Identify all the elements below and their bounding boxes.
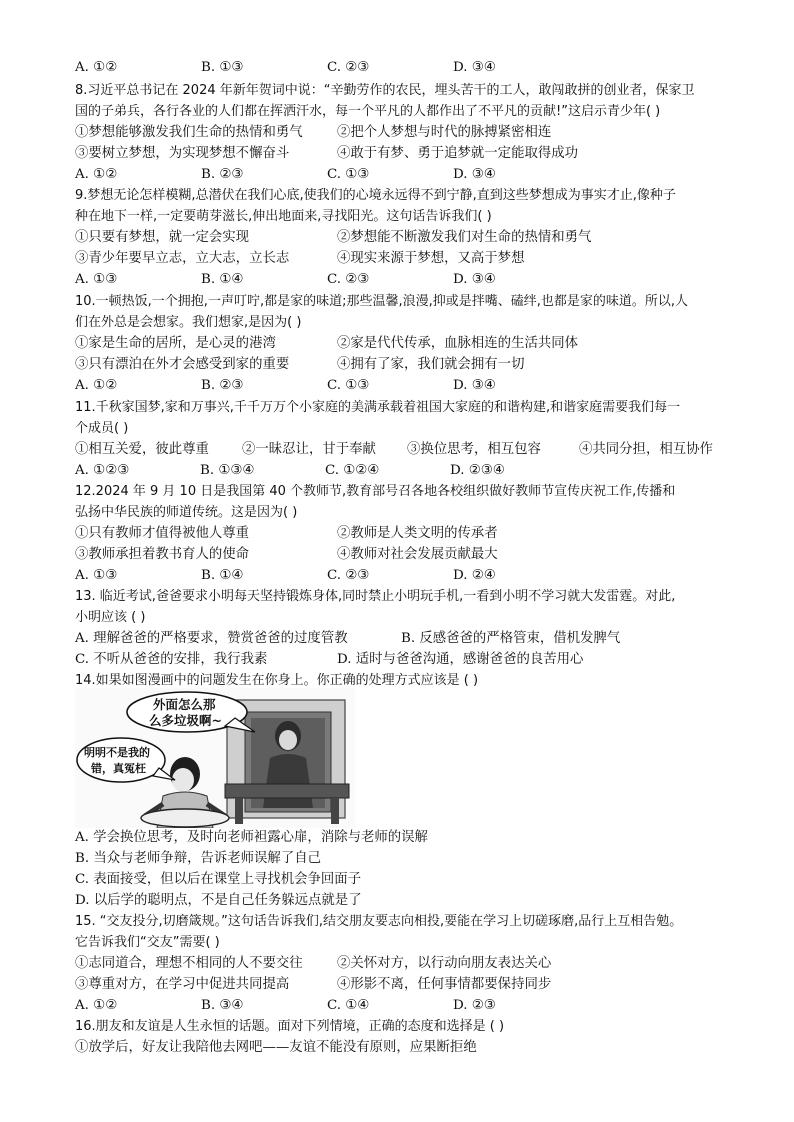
q10-answer-choices <box>75 376 754 396</box>
statement-4: ④教师对社会发展贡献最大 <box>337 547 498 562</box>
q15-statements <box>75 975 754 995</box>
q8-statements <box>75 123 754 143</box>
q8-statements <box>75 144 754 164</box>
q15-statements <box>75 954 754 974</box>
q12-stem-line-1: 12.2024 年 9 月 10 日是我国第 40 个教师节,教育部号召各地各校组织做好教师节宣传庆祝工作,传播和 <box>75 484 676 499</box>
statement-4: ④形影不离，任何事情都要保持同步 <box>337 977 552 992</box>
choice-b[interactable]: B. ②③ <box>201 378 244 393</box>
q16-stem: 16.朋友和友谊是人生永恒的话题。面对下列情境，正确的态度和选择是 ( ) <box>75 1019 505 1034</box>
q13-stem-line-1: 13. 临近考试,爸爸要求小明每天坚持锻炼身体,同时禁止小明玩手机,一看到小明不学习就大发雷霆。对此, <box>75 589 676 604</box>
q8-stem-line-2: 国的子弟兵，各行各业的人们都在挥洒汗水，每一个平凡的人都作出了不平凡的贡献!”这启示青少年( ) <box>75 104 661 119</box>
q11-answer-choices <box>75 461 754 481</box>
choice-d[interactable]: D. ②③④ <box>450 463 505 478</box>
statement-4: ④现实来源于梦想，又高于梦想 <box>337 251 525 266</box>
statement-1: ①志同道合，理想不相同的人不要交往 <box>75 956 303 971</box>
q11-stem-line-2: 个成员( ) <box>75 421 129 436</box>
choice-a[interactable]: A. 理解爸爸的严格要求，赞赏爸爸的过度管教 <box>75 631 348 646</box>
choice-d[interactable]: D. ③④ <box>453 167 496 182</box>
comic-drawing <box>75 688 355 828</box>
q15-answer-choices <box>75 996 754 1016</box>
comic-illustration <box>75 688 355 828</box>
statement-1: ①只要有梦想，就一定会实现 <box>75 230 250 245</box>
statement-2: ②把个人梦想与时代的脉搏紧密相连 <box>337 125 552 140</box>
choice-c[interactable]: C. ①③ <box>327 167 370 182</box>
statement-3: ③换位思考，相互包容 <box>407 442 541 457</box>
q12-statements <box>75 524 754 544</box>
q12-stem-line-2: 弘扬中华民族的师道传统。这是因为( ) <box>75 505 298 520</box>
choice-a[interactable]: A. ①② <box>75 378 118 393</box>
student-bubble-line-1: 明明不是我的 <box>84 746 150 759</box>
statement-4: ④拥有了家，我们就会拥有一切 <box>337 357 525 372</box>
choice-b[interactable]: B. ①③ <box>201 60 244 75</box>
q12-answer-choices <box>75 566 754 586</box>
choice-a[interactable]: A. ①② <box>75 998 118 1013</box>
choice-d[interactable]: D. ③④ <box>453 378 496 393</box>
choice-b[interactable]: B. ①④ <box>201 272 244 287</box>
choice-c[interactable]: C. ①②④ <box>325 463 380 478</box>
statement-1: ①梦想能够激发我们生命的热情和勇气 <box>75 125 303 140</box>
choice-a[interactable]: A. ①②③ <box>75 463 130 478</box>
q9-statements <box>75 228 754 248</box>
q9-stem-line-1: 9.梦想无论怎样模糊,总潜伏在我们心底,使我们的心境永远得不到宁静,直到这些梦想成为事实才止,像种子 <box>75 188 676 203</box>
q14-choice-a[interactable]: A. 学会换位思考，及时向老师袒露心扉，消除与老师的误解 <box>75 830 428 845</box>
choice-b[interactable]: B. ①③④ <box>200 463 255 478</box>
statement-3: ③青少年要早立志，立大志，立长志 <box>75 251 290 266</box>
choice-b[interactable]: B. ①④ <box>201 568 244 583</box>
statement-2: ②一昧忍让，甘于奉献 <box>242 442 376 457</box>
statement-2: ②关怀对方，以行动向朋友表达关心 <box>337 956 552 971</box>
choice-a[interactable]: A. ①③ <box>75 272 118 287</box>
q13-answer-choices <box>75 629 754 649</box>
statement-4: ④共同分担，相互协作 <box>579 442 713 457</box>
choice-a[interactable]: A. ①② <box>75 167 118 182</box>
q10-stem-line-1: 10.一顿热饭,一个拥抱,一声叮咛,都是家的味道;那些温馨,浪漫,抑或是拌嘴、磕绊,也都是家的味道。所以,人 <box>75 294 688 309</box>
q16-statement-1: ①放学后，好友让我陪他去网吧——友谊不能没有原则，应果断拒绝 <box>75 1040 477 1055</box>
q12-statements <box>75 545 754 565</box>
choice-c[interactable]: C. ②③ <box>327 568 370 583</box>
statement-2: ②梦想能不断激发我们对生命的热情和勇气 <box>337 230 592 245</box>
q14-choice-b[interactable]: B. 当众与老师争辩，告诉老师误解了自己 <box>75 851 321 866</box>
statement-4: ④敢于有梦、勇于追梦就一定能取得成功 <box>337 146 579 161</box>
teacher-bubble-line-2: 么多垃圾啊~ <box>149 713 222 728</box>
teacher-bubble-line-1: 外面怎么那 <box>153 697 216 712</box>
statement-3: ③要树立梦想，为实现梦想不懈奋斗 <box>75 146 290 161</box>
choice-c[interactable]: C. ①③ <box>327 378 370 393</box>
choice-b[interactable]: B. ②③ <box>201 167 244 182</box>
q9-statements <box>75 249 754 269</box>
q14-choice-c[interactable]: C. 表面接受，但以后在课堂上寻找机会争回面子 <box>75 872 362 887</box>
q10-stem-line-2: 们在外总是会想家。我们想家,是因为( ) <box>75 315 302 330</box>
q14-stem: 14.如果如图漫画中的问题发生在你身上。你正确的处理方式应该是 ( ) <box>75 673 479 688</box>
choice-d[interactable]: D. 适时与爸爸沟通，感谢爸爸的良苦用心 <box>337 652 584 667</box>
q9-stem-line-2: 种在地下一样,一定要萌芽滋长,伸出地面来,寻找阳光。这句话告诉我们( ) <box>75 209 492 224</box>
statement-1: ①家是生命的居所，是心灵的港湾 <box>75 336 276 351</box>
statement-3: ③教师承担着教书育人的使命 <box>75 547 250 562</box>
q13-stem-line-2: 小明应该 ( ) <box>75 610 146 625</box>
q8-answer-choices <box>75 165 754 185</box>
statement-2: ②教师是人类文明的传承者 <box>337 526 498 541</box>
choice-c[interactable]: C. ①④ <box>327 998 370 1013</box>
q11-stem-line-1: 11.千秋家国梦,家和万事兴,千千万万个小家庭的美满承载着祖国大家庭的和谐构建,和谐家庭需要我们每一 <box>75 400 681 415</box>
student-bubble-line-2: 错，真冤枉 <box>91 762 146 775</box>
choice-c[interactable]: C. ②③ <box>327 272 370 287</box>
choice-d[interactable]: D. ③④ <box>453 272 496 287</box>
statement-3: ③只有漂泊在外才会感受到家的重要 <box>75 357 290 372</box>
q8-stem-line-1: 8.习近平总书记在 2024 年新年贺词中说：“辛勤劳作的农民，埋头苦干的工人，敢闯敢拼的创业者，保家卫 <box>75 83 695 98</box>
choice-d[interactable]: D. ②④ <box>453 568 496 583</box>
statement-2: ②家是代代传承，血脉相连的生活共同体 <box>337 336 579 351</box>
choice-c[interactable]: C. 不听从爸爸的安排，我行我素 <box>75 652 268 667</box>
choice-b[interactable]: B. ③④ <box>201 998 244 1013</box>
choice-b[interactable]: B. 反感爸爸的严格管束，借机发脾气 <box>401 631 621 646</box>
q11-statements <box>75 440 754 460</box>
choice-a[interactable]: A. ①② <box>75 60 118 75</box>
choice-a[interactable]: A. ①③ <box>75 568 118 583</box>
statement-1: ①只有教师才值得被他人尊重 <box>75 526 250 541</box>
q10-statements <box>75 334 754 354</box>
q15-stem-line-2: 它告诉我们“交友”需要( ) <box>75 935 220 950</box>
statement-1: ①相互关爱，彼此尊重 <box>75 442 209 457</box>
choice-d[interactable]: D. ③④ <box>453 60 496 75</box>
statement-3: ③尊重对方，在学习中促进共同提高 <box>75 977 290 992</box>
q7-answer-choices <box>75 58 754 78</box>
choice-d[interactable]: D. ②③ <box>453 998 496 1013</box>
q14-choice-d[interactable]: D. 以后学的聪明点，不是自己任务躲远点就是了 <box>75 893 362 908</box>
q15-stem-line-1: 15. “交友投分,切磨箴规。”这句话告诉我们,结交朋友要志向相投,要能在学习上切磋琢磨,品行上互相告勉。 <box>75 914 683 929</box>
q13-answer-choices <box>75 650 754 670</box>
q9-answer-choices <box>75 270 754 290</box>
choice-c[interactable]: C. ②③ <box>327 60 370 75</box>
q10-statements <box>75 355 754 375</box>
